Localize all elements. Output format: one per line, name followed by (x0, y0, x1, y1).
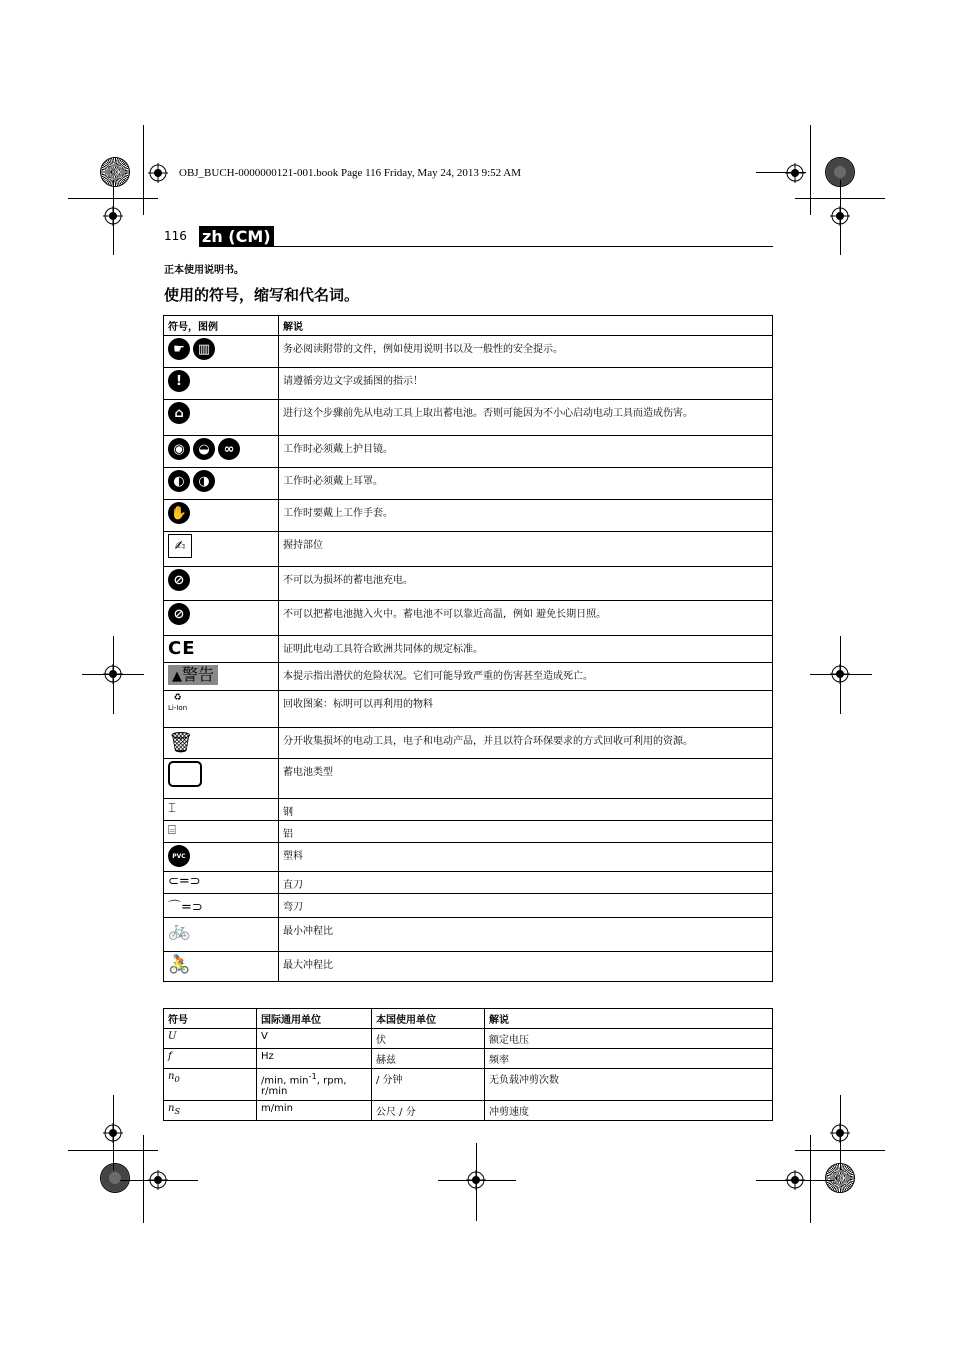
table-row (164, 636, 773, 663)
row-description: 务必阅读附带的文件，例如使用说明书以及一般性的安全提示。 (279, 336, 773, 368)
table-row (164, 1101, 773, 1121)
table-row (164, 1029, 773, 1049)
table-row (164, 918, 773, 952)
ear-muffs-icon: ◐ (168, 470, 190, 492)
table-row (164, 500, 773, 532)
row-description: 蓄电池类型 (279, 759, 773, 799)
table-row (164, 952, 773, 982)
intl-unit: /min, min (261, 1075, 309, 1087)
row-description: 钢 (279, 799, 773, 821)
pvc-icon (168, 845, 190, 867)
table-row (164, 799, 773, 821)
crosshair-icon (785, 163, 805, 183)
table-row (164, 468, 773, 500)
unit-description: 冲剪速度 (485, 1101, 773, 1121)
unit-description: 无负载冲剪次数 (485, 1069, 773, 1101)
row-description: 工作时必须戴上护目镜。 (279, 436, 773, 468)
row-description: 直刀 (279, 872, 773, 894)
aluminum-icon: ⌸ (168, 823, 176, 838)
unit-symbol: U (168, 1031, 177, 1042)
ce-mark-icon: CE (168, 638, 196, 659)
local-unit: 赫兹 (372, 1049, 485, 1069)
glasses-icon: ∞ (218, 438, 240, 460)
table-row (164, 1049, 773, 1069)
crosshair-icon (103, 1123, 123, 1143)
header-rule (199, 246, 773, 247)
warning-label-text: 警告 (182, 665, 215, 684)
crosshair-icon (785, 1170, 805, 1190)
crosshair-icon (830, 206, 850, 226)
table-row (164, 894, 773, 918)
row-description: 工作时要戴上工作手套。 (279, 500, 773, 532)
table-header-row (164, 1009, 773, 1029)
table-row (164, 759, 773, 799)
li-ion-label: Li-Ion (168, 704, 188, 712)
column-header: 符号 (164, 1009, 257, 1029)
crosshair-icon (830, 664, 850, 684)
row-description: 回收图案：标明可以再利用的物料 (279, 691, 773, 728)
gloves-icon: ✋ (168, 502, 190, 524)
table-row (164, 691, 773, 728)
row-description: 证明此电动工具符合欧洲共同体的规定标准。 (279, 636, 773, 663)
row-description: 不可以为损坏的蓄电池充电。 (279, 567, 773, 601)
local-unit: / 分钟 (372, 1069, 485, 1101)
unit-symbol: n (168, 1071, 175, 1082)
row-description: 最大冲程比 (279, 952, 773, 982)
unit-description: 额定电压 (485, 1029, 773, 1049)
table-row (164, 400, 773, 436)
table-row (164, 532, 773, 567)
section-title: 使用的符号，缩写和代名词。 (164, 286, 360, 304)
table-row (164, 1069, 773, 1101)
document-subtitle: 正本使用说明书。 (164, 265, 244, 276)
table-row (164, 436, 773, 468)
min-stroke-icon: 🚲 (168, 920, 191, 941)
max-stroke-icon: 🚴 (168, 954, 191, 975)
row-description: 分开收集损坏的电动工具，电子和电动产品，并且以符合环保要求的方式回收可利用的资源。 (279, 728, 773, 759)
local-unit: 伏 (372, 1029, 485, 1049)
intl-unit: V (257, 1029, 372, 1049)
table-row (164, 843, 773, 872)
ear-protection-icon: ◑ (193, 470, 215, 492)
battery-pack-icon (168, 761, 202, 787)
row-description: 铝 (279, 821, 773, 843)
table-row (164, 872, 773, 894)
read-manual-icon: ☛ (168, 338, 190, 360)
row-description: 本提示指出潜伏的危险状况。它们可能导致严重的伤害甚至造成死亡。 (279, 663, 773, 691)
intl-unit-superscript: -1 (308, 1071, 317, 1081)
intl-unit-rest: , rpm, r/min (261, 1075, 347, 1098)
column-header: 本国使用单位 (372, 1009, 485, 1029)
row-description: 请遵循旁边文字或插图的指示！ (279, 368, 773, 400)
intl-unit: m/min (257, 1101, 372, 1121)
crosshair-icon (148, 1170, 168, 1190)
unit-symbol: f (168, 1051, 172, 1062)
crosshair-icon (148, 163, 168, 183)
column-header: 解说 (279, 316, 773, 336)
no-charge-damaged-battery-icon: ⊘ (168, 569, 190, 591)
table-row (164, 821, 773, 843)
column-header: 解说 (485, 1009, 773, 1029)
page-number: 116 (164, 229, 187, 243)
unit-description: 频率 (485, 1049, 773, 1069)
exclamation-icon: ! (168, 370, 190, 392)
local-unit: 公尺 / 分 (372, 1101, 485, 1121)
units-table (163, 1008, 773, 1121)
row-description: 进行这个步骤前先从电动工具上取出蓄电池。否则可能因为不小心启动电动工具而造成伤害。 (279, 400, 773, 436)
table-row (164, 728, 773, 759)
pvc-label: PVC (172, 852, 186, 860)
crosshair-icon (466, 1170, 486, 1190)
crossed-bin-icon: 🗑 (168, 730, 194, 754)
crosshair-icon (103, 206, 123, 226)
language-badge: zh (CM) (199, 226, 274, 246)
unit-symbol-subscript: 0 (174, 1074, 180, 1084)
registration-rosette-icon (101, 1164, 129, 1192)
column-header: 符号，图例 (164, 316, 279, 336)
print-book-line: OBJ_BUCH-0000000121-001.book Page 116 Friday, May 24, 2013 9:52 AM (179, 167, 522, 179)
remove-battery-icon: ⌂ (168, 402, 190, 424)
li-ion-recycle-icon: ♻ Li-Ion (168, 693, 188, 712)
symbols-table (163, 315, 773, 982)
table-row (164, 336, 773, 368)
row-description: 最小冲程比 (279, 918, 773, 952)
curved-blade-icon: ⌒=⊃ (168, 900, 203, 915)
row-description: 工作时必须戴上耳罩。 (279, 468, 773, 500)
row-description: 握持部位 (279, 532, 773, 567)
no-fire-icon: ⊘ (168, 603, 190, 625)
goggles-icon: ◉ (168, 438, 190, 460)
gripping-surface-icon: ✍ (168, 534, 192, 558)
unit-symbol-subscript: S (174, 1106, 181, 1116)
row-description: 弯刀 (279, 894, 773, 918)
crosshair-icon (830, 1123, 850, 1143)
unit-symbol: n (168, 1103, 175, 1114)
column-header: 国际通用单位 (257, 1009, 372, 1029)
straight-blade-icon: ⊂=⊃ (168, 874, 201, 889)
steel-icon: ⌶ (168, 801, 176, 816)
warning-label-icon: ▲警告 (168, 665, 218, 685)
table-row (164, 368, 773, 400)
table-row (164, 601, 773, 636)
intl-unit: Hz (257, 1049, 372, 1069)
row-description: 不可以把蓄电池抛入火中。蓄电池不可以靠近高温，例如 避免长期日照。 (279, 601, 773, 636)
table-row (164, 663, 773, 691)
crosshair-icon (103, 664, 123, 684)
table-header-row (164, 316, 773, 336)
table-row (164, 567, 773, 601)
row-description: 塑料 (279, 843, 773, 872)
book-icon: ▥ (193, 338, 215, 360)
registration-rosette-icon (101, 158, 129, 186)
face-shield-icon: ◒ (193, 438, 215, 460)
